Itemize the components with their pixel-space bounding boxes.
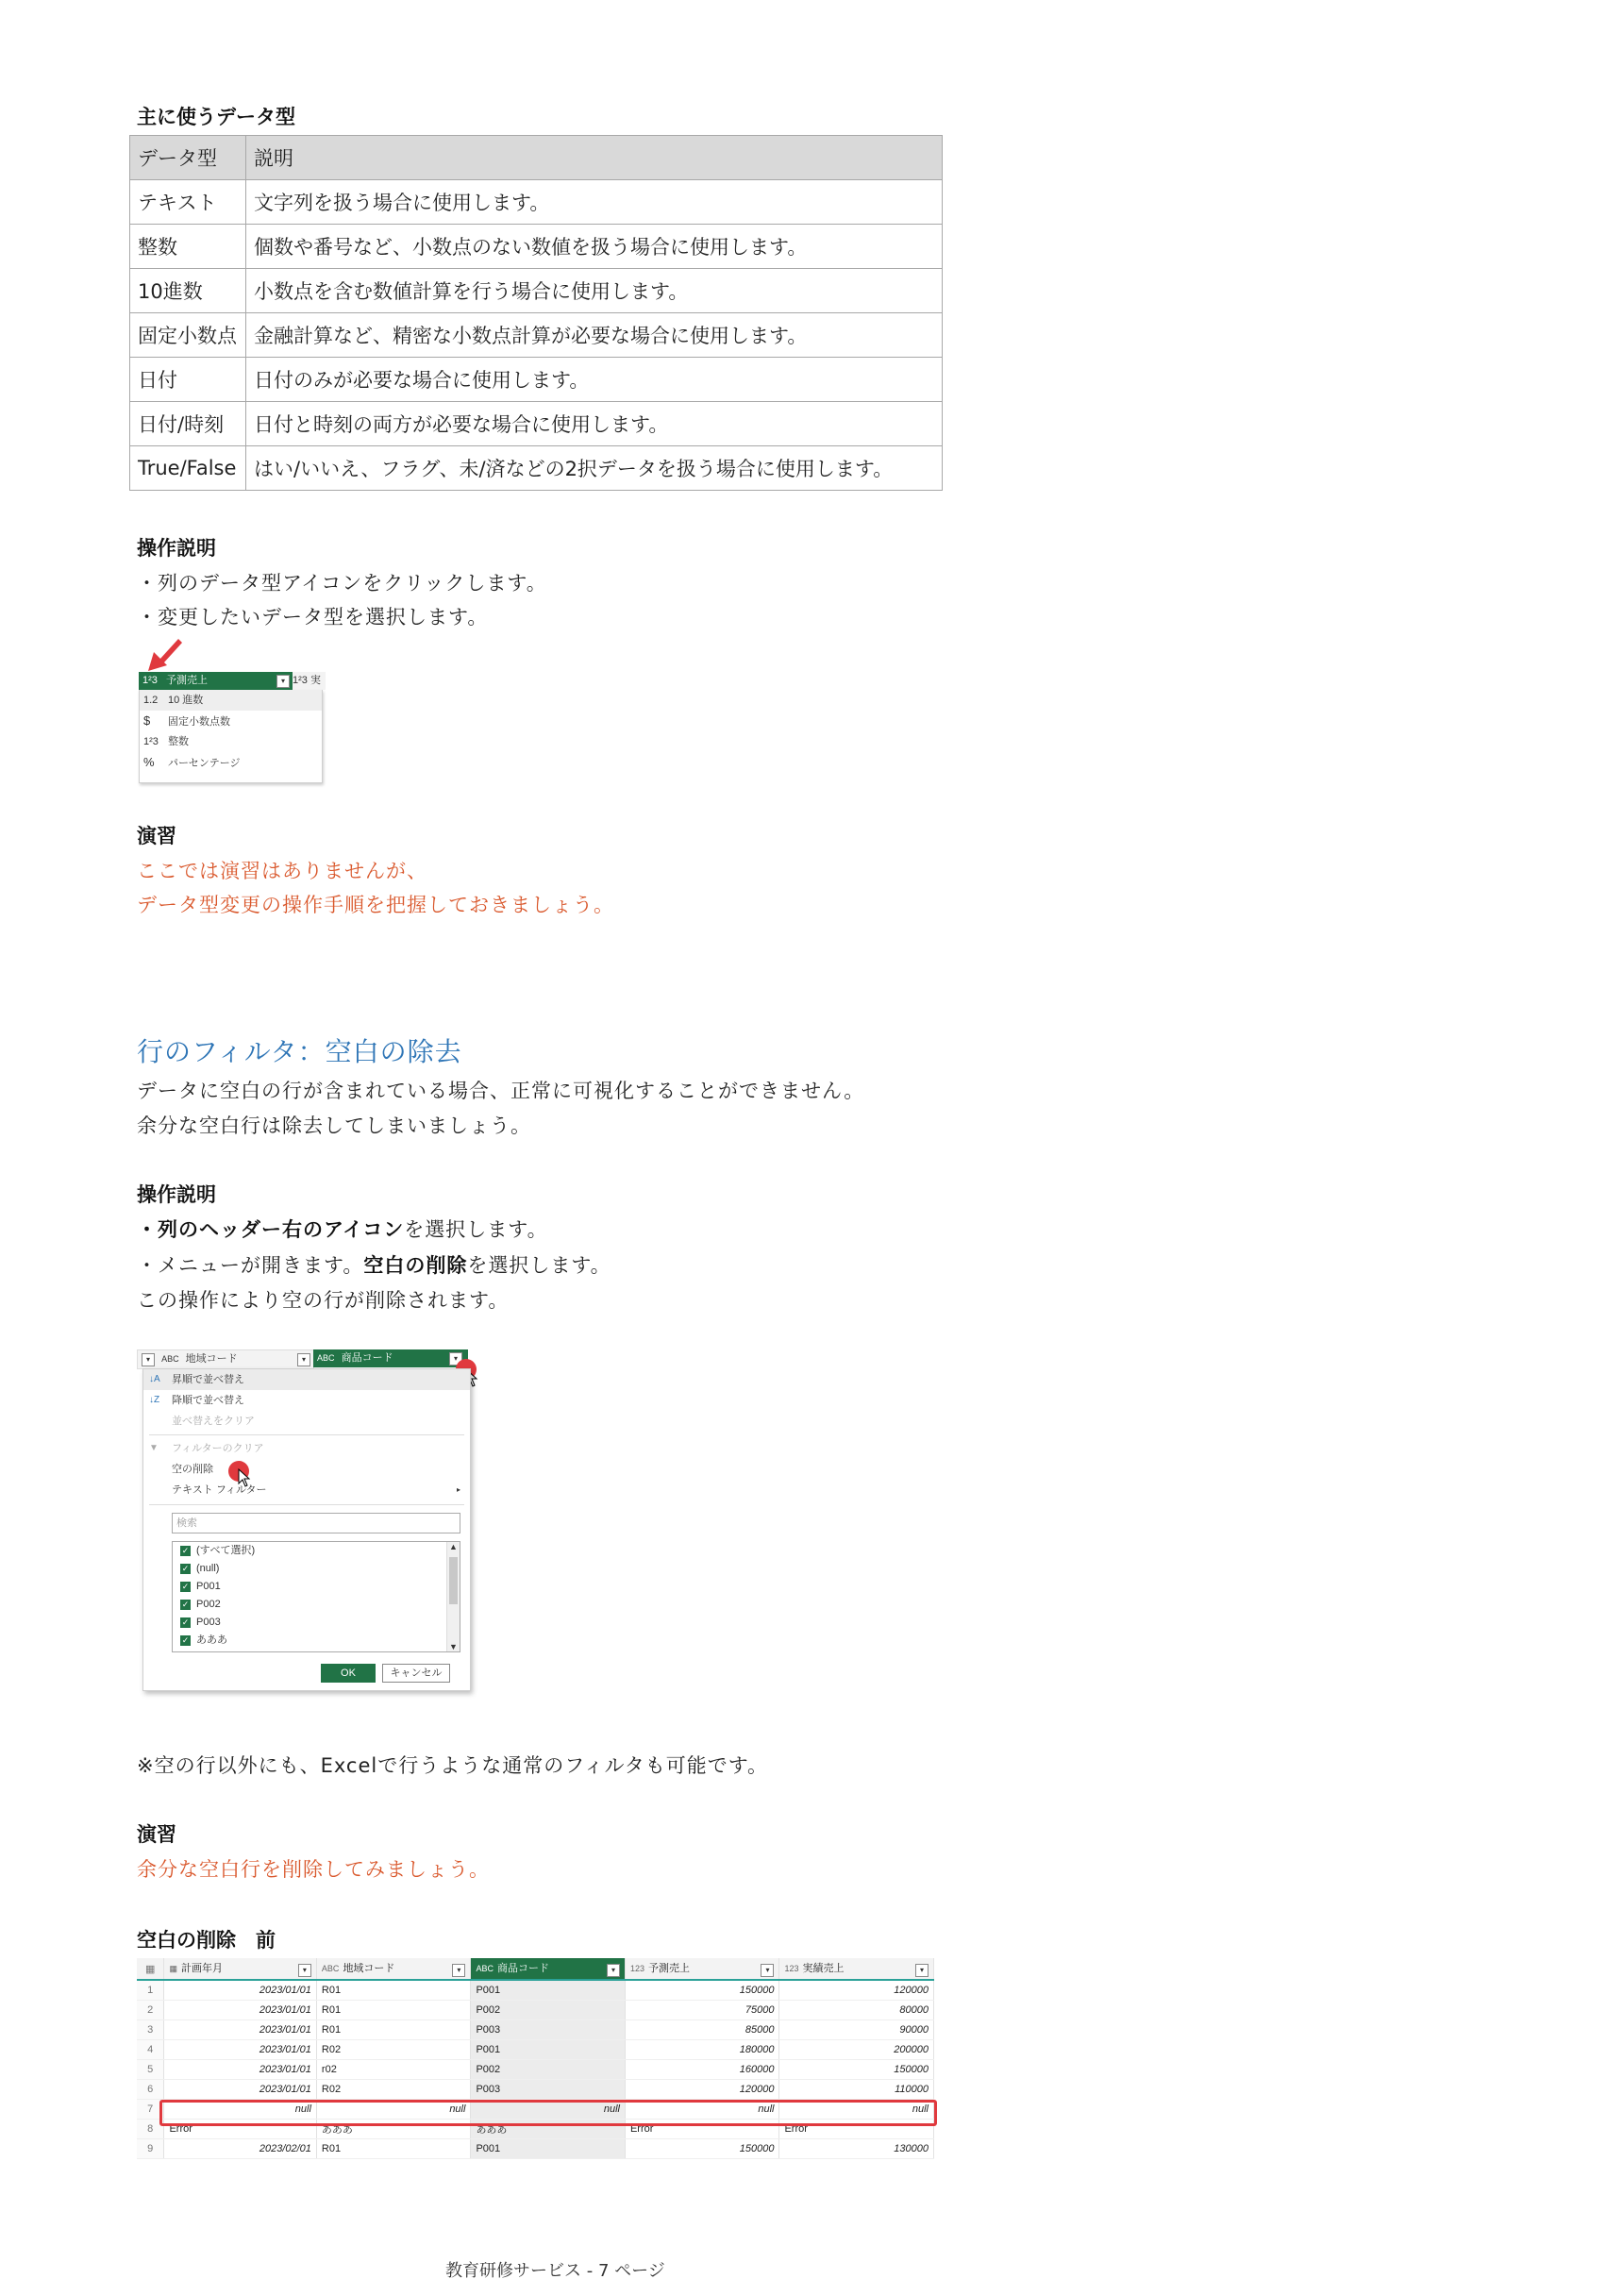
table-row [130, 225, 943, 269]
decimal-icon: 1.2 [143, 695, 159, 706]
table-cell: R02 [316, 2040, 471, 2060]
exercise-heading-1: 演習 [137, 825, 176, 847]
table-cell: 200000 [779, 2040, 934, 2060]
checkbox-checked-icon[interactable]: ✓ [181, 1634, 190, 1645]
column-name: 実績売上 [802, 1963, 845, 1974]
menu-item-label: 降順で並べ替え [172, 1395, 244, 1406]
table-row [130, 358, 943, 402]
table-menu-button[interactable]: ▾ [142, 1353, 155, 1366]
checklist-item[interactable] [173, 1560, 460, 1578]
menu-sort-ascending[interactable] [143, 1369, 470, 1390]
note-text: ※空の行以外にも、Excelで行うような通常のフィルタも可能です。 [137, 1754, 769, 1777]
column-dropdown-button[interactable]: ▾ [607, 1964, 620, 1977]
table-cell: R01 [316, 2020, 471, 2040]
before-table-screenshot [137, 1958, 934, 2170]
section-title: 行のフィルタ：空白の除去 [137, 1036, 462, 1067]
table-cell: 2023/01/01 [164, 2060, 316, 2080]
ops-step-text: ・メニューが開きます。 [137, 1254, 364, 1277]
table-cell: null [164, 2100, 316, 2120]
table-cell: 130000 [779, 2139, 934, 2159]
table-cell: P002 [471, 2060, 626, 2080]
table-cell: 2023/01/01 [164, 2020, 316, 2040]
table-row [137, 2060, 934, 2080]
table-header-row [137, 1958, 934, 1980]
chevron-right-icon: ▸ [456, 1485, 460, 1494]
table-cell: 2023/01/01 [164, 2001, 316, 2020]
table-cell: R02 [316, 2080, 471, 2100]
ops-step: この操作により空の行が削除されます。 [137, 1289, 510, 1312]
cancel-button[interactable]: キャンセル [382, 1664, 450, 1683]
table-cell: P002 [471, 2001, 626, 2020]
table-cell: 150000 [625, 1980, 779, 2001]
table-row [137, 2080, 934, 2100]
table-cell: R01 [316, 2139, 471, 2159]
row-number: 9 [137, 2139, 164, 2159]
column-header-region-code[interactable] [137, 1349, 314, 1369]
ok-button[interactable]: OK [321, 1664, 376, 1683]
ops-step [137, 1250, 611, 1279]
menu-item-label: 整数 [168, 736, 189, 747]
type-description: 金融計算など、精密な小数点計算が必要な場合に使用します。 [246, 313, 943, 358]
column-name: 予測売上 [165, 675, 208, 686]
percent-icon: % [143, 755, 155, 769]
table-row [130, 402, 943, 446]
table-cell: null [471, 2100, 626, 2120]
menu-text-filter[interactable] [143, 1480, 470, 1500]
text-type-icon: ABC [321, 1964, 340, 1973]
checkbox-checked-icon[interactable]: ✓ [181, 1617, 190, 1627]
checklist-label: P002 [196, 1599, 221, 1610]
text-type-icon: ABC [161, 1354, 179, 1364]
menu-item-label: 空の削除 [172, 1464, 213, 1475]
data-types-heading: 主に使うデータ型 [137, 106, 295, 128]
row-number: 3 [137, 2020, 164, 2040]
column-name: 商品コード [341, 1352, 393, 1364]
table-cell: 150000 [779, 2060, 934, 2080]
ops-step-text: を選択します。 [404, 1218, 548, 1241]
data-type-dropdown [139, 690, 323, 783]
row-number: 8 [137, 2120, 164, 2139]
checklist-label: あああ [196, 1634, 227, 1646]
column-name: 地域コード [343, 1963, 395, 1974]
table-cell: Error [164, 2120, 316, 2139]
column-header[interactable] [471, 1958, 626, 1980]
column-name: 地域コード [185, 1353, 238, 1365]
table-row [137, 1980, 934, 2001]
type-name: テキスト [130, 180, 246, 225]
table-cell: 150000 [625, 2139, 779, 2159]
table-cell: null [779, 2100, 934, 2120]
table-cell: r02 [316, 2060, 471, 2080]
type-description: 個数や番号など、小数点のない数値を扱う場合に使用します。 [246, 225, 943, 269]
row-number: 4 [137, 2040, 164, 2060]
filter-checklist [172, 1541, 460, 1652]
type-name: 固定小数点 [130, 313, 246, 358]
intro-text: 余分な空白行は除去してしまいましょう。 [137, 1114, 531, 1137]
table-cell: null [316, 2100, 471, 2120]
column-header[interactable] [625, 1958, 779, 1980]
table-header-row [130, 136, 943, 180]
whole-number-icon: 1²3 [293, 675, 308, 686]
data-types-table [129, 135, 943, 491]
text-type-icon: ABC [317, 1353, 335, 1363]
sort-descending-icon: ↓Z [149, 1395, 160, 1405]
table-cell: null [625, 2100, 779, 2120]
row-number: 7 [137, 2100, 164, 2120]
ops-step [137, 1215, 548, 1243]
whole-number-icon[interactable]: 1²3 [142, 675, 158, 686]
type-name: True/False [130, 446, 246, 491]
table-cell: R01 [316, 2001, 471, 2020]
null-row-highlight [159, 2100, 937, 2126]
menu-clear-filter[interactable] [143, 1438, 470, 1459]
before-heading: 空白の削除 前 [137, 1929, 276, 1952]
filter-menu-screenshot [137, 1349, 486, 1708]
table-header-cell: データ型 [130, 136, 246, 180]
table-cell: 2023/01/01 [164, 1980, 316, 2001]
column-dropdown-button[interactable]: ▾ [297, 1353, 310, 1366]
whole-number-icon: 123 [629, 1964, 644, 1973]
table-cell: 2023/01/01 [164, 2040, 316, 2060]
next-column-header[interactable] [293, 672, 326, 690]
table-cell: あああ [471, 2120, 626, 2139]
menu-item-label: フィルターのクリア [172, 1443, 264, 1454]
menu-item-label: 並べ替えをクリア [172, 1416, 255, 1427]
search-placeholder: 検索 [176, 1517, 197, 1529]
table-row [137, 2020, 934, 2040]
type-description: 日付と時刻の両方が必要な場合に使用します。 [246, 402, 943, 446]
row-number: 6 [137, 2080, 164, 2100]
table-row [137, 2139, 934, 2159]
table-cell: 75000 [625, 2001, 779, 2020]
menu-item-label: 固定小数点数 [168, 716, 230, 728]
menu-clear-sort[interactable] [143, 1411, 470, 1432]
ops-heading-1: 操作説明 [137, 537, 216, 560]
scrollbar-thumb[interactable] [449, 1557, 458, 1604]
column-dropdown-button[interactable]: ▾ [276, 675, 290, 688]
table-cell: P001 [471, 2139, 626, 2159]
checkbox-checked-icon[interactable]: ✓ [181, 1563, 190, 1573]
table-header-cell: 説明 [246, 136, 943, 180]
chevron-up-icon[interactable]: ▲ [449, 1542, 458, 1551]
table-cell: あああ [316, 2120, 471, 2139]
row-number: 2 [137, 2001, 164, 2020]
checklist-item[interactable] [173, 1632, 460, 1650]
table-cell: Error [625, 2120, 779, 2139]
checklist-item[interactable] [173, 1614, 460, 1632]
checkbox-checked-icon[interactable]: ✓ [181, 1545, 190, 1555]
data-type-menu-screenshot [137, 637, 326, 788]
page-footer: 教育研修サービス - 7 ページ [445, 2261, 665, 2281]
ops-step-bold: ・列のヘッダー右のアイコン [137, 1218, 405, 1241]
column-name: 予測売上 [647, 1963, 690, 1974]
menu-item-whole-number[interactable] [140, 731, 322, 752]
column-dropdown-button[interactable]: ▾ [452, 1964, 465, 1977]
checkbox-checked-icon[interactable]: ✓ [181, 1599, 190, 1609]
menu-sort-descending[interactable] [143, 1390, 470, 1411]
table-cell: 2023/02/01 [164, 2139, 316, 2159]
table-cell: P003 [471, 2020, 626, 2040]
checklist-item[interactable] [173, 1578, 460, 1596]
column-name: 実 [310, 675, 321, 686]
type-name: 整数 [130, 225, 246, 269]
table-cell: 80000 [779, 2001, 934, 2020]
table-cell: 120000 [779, 1980, 934, 2001]
column-header[interactable] [779, 1958, 934, 1980]
column-header-predicted-sales[interactable] [139, 672, 293, 690]
table-cell: 120000 [625, 2080, 779, 2100]
red-arrow-icon [146, 637, 184, 675]
ops-step-bold: 空白の削除 [363, 1254, 468, 1277]
dollar-icon: $ [143, 713, 151, 728]
chevron-down-icon[interactable]: ▼ [449, 1642, 458, 1651]
menu-item-fixed-decimal[interactable] [140, 711, 322, 731]
data-preview-table [137, 1958, 934, 2159]
checklist-scrollbar[interactable] [446, 1542, 460, 1651]
menu-item-label: 10 進数 [168, 695, 204, 706]
menu-item-label: パーセンテージ [168, 758, 241, 769]
filter-clear-icon: ▼ [149, 1443, 159, 1453]
type-description: 小数点を含む数値計算を行う場合に使用します。 [246, 269, 943, 313]
table-cell: 180000 [625, 2040, 779, 2060]
whole-number-icon: 123 [784, 1964, 799, 1973]
table-menu-icon[interactable]: ▦ [137, 1958, 164, 1980]
whole-number-icon: 1²3 [143, 736, 159, 747]
column-header[interactable] [316, 1958, 471, 1980]
table-cell: P003 [471, 2080, 626, 2100]
checklist-item[interactable] [173, 1596, 460, 1614]
table-cell: P001 [471, 1980, 626, 2001]
menu-remove-empty[interactable] [143, 1459, 470, 1480]
column-header[interactable] [164, 1958, 316, 1980]
table-cell: 160000 [625, 2060, 779, 2080]
table-row [137, 2040, 934, 2060]
menu-item-label: テキスト フィルター [172, 1484, 267, 1496]
type-description: 文字列を扱う場合に使用します。 [246, 180, 943, 225]
checklist-label: (すべて選択) [196, 1545, 256, 1556]
date-type-icon: ▦ [169, 1964, 177, 1973]
column-dropdown-button[interactable]: ▾ [761, 1964, 774, 1977]
table-row [130, 180, 943, 225]
type-description: はい/いいえ、フラグ、未/済などの2択データを扱う場合に使用します。 [246, 446, 943, 491]
sort-ascending-icon: ↓A [149, 1374, 160, 1384]
filter-search-input[interactable] [172, 1513, 460, 1533]
ops-step: ・列のデータ型アイコンをクリックします。 [137, 572, 547, 595]
type-name: 10進数 [130, 269, 246, 313]
column-header-product-code[interactable] [313, 1349, 468, 1367]
ops-step-text: を選択します。 [467, 1254, 611, 1277]
divider [149, 1504, 464, 1505]
table-cell: 85000 [625, 2020, 779, 2040]
ops-heading-2: 操作説明 [137, 1183, 216, 1206]
checklist-label: (null) [196, 1563, 220, 1574]
table-row [130, 269, 943, 313]
type-description: 日付のみが必要な場合に使用します。 [246, 358, 943, 402]
table-cell: 2023/01/01 [164, 2080, 316, 2100]
type-name: 日付 [130, 358, 246, 402]
row-number: 1 [137, 1980, 164, 2001]
intro-text: データに空白の行が含まれている場合、正常に可視化することができません。 [137, 1080, 865, 1102]
exercise-heading-2: 演習 [137, 1823, 176, 1846]
menu-item-percentage[interactable] [140, 752, 322, 773]
filter-dropdown [142, 1368, 471, 1691]
table-cell: 90000 [779, 2020, 934, 2040]
exercise-text: データ型変更の操作手順を把握しておきましょう。 [137, 894, 614, 916]
text-type-icon: ABC [476, 1964, 494, 1973]
menu-item-decimal[interactable] [140, 690, 322, 711]
table-cell: 110000 [779, 2080, 934, 2100]
table-cell: Error [779, 2120, 934, 2139]
table-row [130, 446, 943, 491]
exercise-text: ここでは演習はありませんが、 [137, 860, 427, 882]
column-dropdown-button[interactable]: ▾ [915, 1964, 929, 1977]
checklist-item[interactable] [173, 1542, 460, 1560]
checkbox-checked-icon[interactable]: ✓ [181, 1581, 190, 1591]
column-filter-button[interactable]: ▾ [449, 1352, 462, 1366]
table-cell: P001 [471, 2040, 626, 2060]
table-row [130, 313, 943, 358]
divider [149, 1434, 464, 1435]
column-dropdown-button[interactable]: ▾ [298, 1964, 311, 1977]
table-cell: R01 [316, 1980, 471, 2001]
checklist-label: P003 [196, 1617, 221, 1628]
table-row [137, 2001, 934, 2020]
type-name: 日付/時刻 [130, 402, 246, 446]
exercise-text: 余分な空白行を削除してみましょう。 [137, 1858, 490, 1881]
column-name: 商品コード [496, 1963, 549, 1974]
row-number: 5 [137, 2060, 164, 2080]
menu-item-label: 昇順で並べ替え [172, 1374, 244, 1385]
ops-step: ・変更したいデータ型を選択します。 [137, 606, 489, 628]
checklist-label: P001 [196, 1581, 221, 1592]
column-name: 計画年月 [180, 1963, 223, 1974]
